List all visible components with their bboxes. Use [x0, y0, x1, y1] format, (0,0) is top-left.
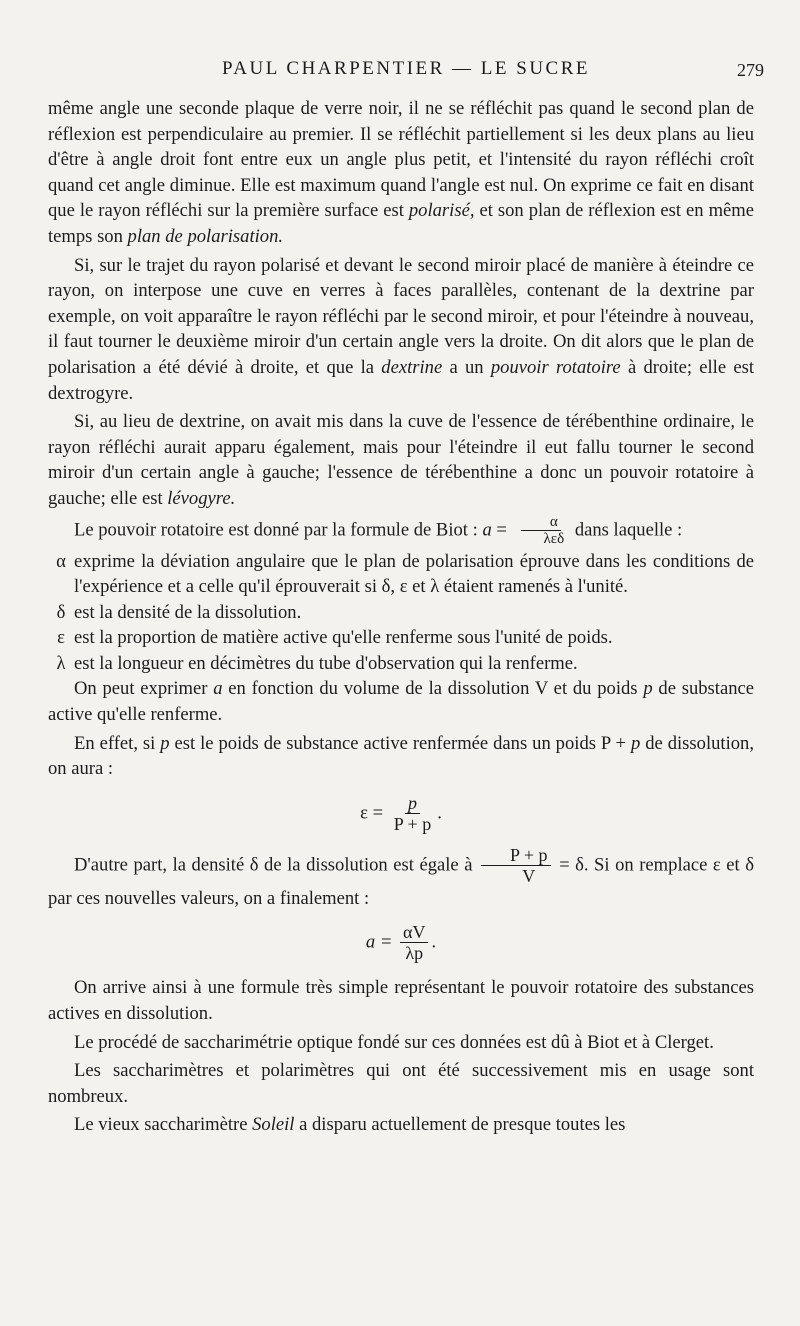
emphasis: lévogyre.	[167, 487, 236, 509]
running-title: PAUL CHARPENTIER — LE SUCRE	[221, 58, 590, 79]
definition-text: est la longueur en décimètres du tube d'observation qui la renferme.	[74, 652, 578, 674]
fraction-denominator: λp	[405, 943, 424, 964]
text-run: à droite; elle est dextrogyre.	[48, 356, 755, 404]
page-body	[48, 96, 754, 1138]
fraction-denominator: λεδ	[543, 530, 565, 547]
equation-lhs: ε =	[360, 802, 388, 824]
emphasis: pouvoir rotatoire	[490, 356, 621, 378]
fraction-denominator: V	[522, 865, 536, 886]
page-header	[48, 58, 764, 88]
math-variable: a	[482, 518, 492, 540]
emphasis: plan de polarisation.	[127, 225, 284, 247]
text-run: Le pouvoir rotatoire est donné par la formule de Biot :	[74, 518, 483, 540]
text-run: de dissolution, on aura :	[48, 732, 754, 780]
equation-lhs: a =	[365, 931, 398, 953]
emphasis: polarisé,	[408, 200, 475, 222]
text-run: On peut exprimer	[74, 678, 214, 700]
equation-fraction	[391, 794, 435, 834]
equation-epsilon	[48, 782, 754, 846]
definition-symbol: α	[56, 550, 66, 572]
text-run: dans laquelle :	[570, 518, 683, 540]
fraction-numerator: α	[521, 515, 561, 531]
fraction-numerator: p	[405, 794, 420, 814]
inline-fraction	[515, 515, 568, 547]
text-run: Si, sur le trajet du rayon polarisé et devant le second miroir placé de manière à éteindre ce rayon, on interpose une cuve en verres à faces parallèles, contenant de la dextrine par exemple, on voit apparaître le rayon réfléchi par le second miroir, et pour l'éteindre à nouveau, il faut tourner le deuxième miroir d'un certain angle vers la droite. On dit alors que le plan de polarisation a été dévié à droite, et que la	[48, 254, 754, 378]
definition-text: est la densité de la dissolution.	[74, 601, 302, 623]
definition-item	[48, 600, 754, 626]
text-run: En effet, si	[74, 732, 161, 754]
paragraph-10: Les saccharimètres et polarimètres qui ont été successivement mis en usage sont nombreux.	[48, 1060, 754, 1107]
definition-list	[48, 549, 754, 677]
math-variable: p	[160, 732, 170, 754]
text-run: = δ. Si on remplace ε et δ par ces nouvelles valeurs, on a finalement :	[48, 854, 754, 909]
paragraph-5	[48, 676, 754, 727]
paragraph-11	[48, 1112, 754, 1138]
paragraph-2	[48, 253, 754, 407]
text-run: même angle une seconde plaque de verre noir, il ne se réfléchit pas quand le second plan de réflexion est perpendiculaire au premier. Il se réfléchit partiellement si les deux plans au lieu d'être à angle droit font entre eux un angle plus petit, et l'intensité du rayon réfléchi croît quand cet angle diminue. Elle est maximum quand l'angle est nul. On exprime ce fait en disant que le rayon réfléchi sur la première surface est	[48, 98, 754, 222]
definition-item	[48, 625, 754, 651]
equation-end: .	[437, 802, 442, 824]
definition-symbol: λ	[56, 652, 66, 674]
fraction-numerator: αV	[400, 923, 428, 943]
paragraph-6	[48, 731, 754, 782]
fraction-numerator: P + p	[481, 846, 551, 866]
math-variable: p	[630, 732, 641, 754]
equation-a	[48, 911, 754, 975]
text-run: =	[491, 518, 512, 540]
page-number: 279	[737, 60, 764, 80]
definition-text: est la proportion de matière active qu'elle renferme sous l'unité de poids.	[74, 627, 613, 649]
text-run: en fonction du volume de la dissolution V et du poids	[222, 678, 644, 700]
paragraph-1	[48, 96, 754, 250]
definition-item	[48, 549, 754, 600]
math-variable: a	[213, 678, 223, 700]
text-run: Le vieux saccharimètre	[74, 1114, 253, 1136]
emphasis: Soleil	[252, 1114, 295, 1136]
text-run: Si, au lieu de dextrine, on avait mis dans la cuve de l'essence de térébenthine ordinaire, le rayon réfléchi aurait apparu également, mais pour l'éteindre il eut fallu tourner le second miroir d'un certain angle à gauche; l'essence de térébenthine a donc un pouvoir rotatoire à gauche; elle est	[48, 411, 754, 509]
text-run: de substance active qu'elle renferme.	[48, 678, 755, 726]
definition-text: exprime la déviation angulaire que le plan de polarisation éprouve dans les conditions de l'expérience et a celle qu'il éprouverait si δ, ε et λ étaient ramenés à l'unité.	[74, 550, 754, 598]
fraction-denominator: P + p	[393, 813, 432, 834]
text-run: a un	[442, 356, 491, 378]
text-run: D'autre part, la densité δ de la dissolution est égale à	[74, 854, 479, 876]
paragraph-biot-formula	[48, 515, 754, 547]
paragraph-3	[48, 409, 754, 511]
inline-fraction	[481, 846, 551, 886]
definition-item	[48, 651, 754, 677]
text-run: a disparu actuellement de presque toutes les	[294, 1114, 626, 1136]
equation-end: .	[431, 931, 437, 953]
equation-fraction	[400, 923, 428, 963]
paragraph-7	[48, 846, 754, 912]
emphasis: dextrine	[381, 356, 443, 378]
text-run: et son plan de réflexion est en même temps son	[48, 200, 755, 247]
paragraph-9: Le procédé de saccharimétrie optique fondé sur ces données est dû à Biot et à Clerget.	[74, 1031, 714, 1053]
definition-symbol: ε	[57, 627, 65, 649]
math-variable: p	[643, 678, 653, 700]
paragraph-8: On arrive ainsi à une formule très simple représentant le pouvoir rotatoire des substances actives en dissolution.	[48, 977, 754, 1025]
definition-symbol: δ	[56, 601, 66, 623]
text-run: est le poids de substance active renfermée dans un poids P +	[169, 732, 631, 754]
